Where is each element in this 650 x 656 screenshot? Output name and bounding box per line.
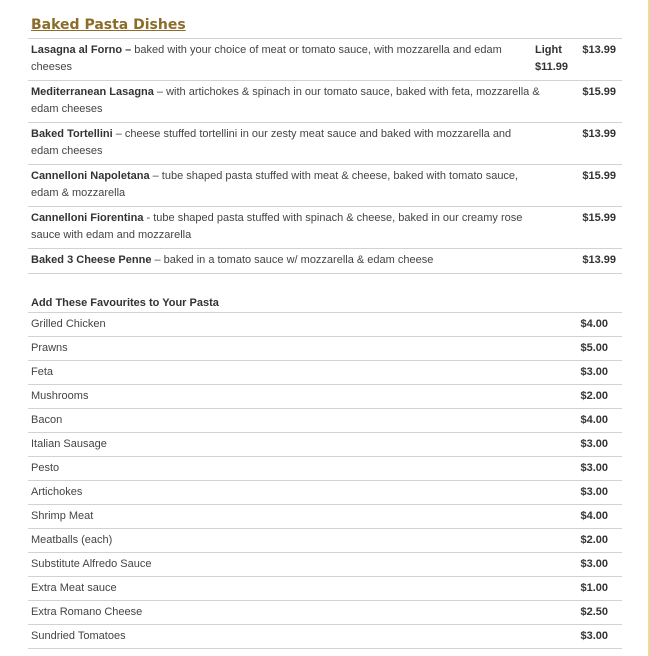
addon-price: $2.00 xyxy=(580,534,608,546)
addon-price: $4.00 xyxy=(580,318,608,330)
addon-row xyxy=(28,481,622,505)
addon-row xyxy=(28,577,622,601)
addon-name: Extra Romano Cheese xyxy=(31,606,143,618)
addon-row xyxy=(28,385,622,409)
dish-row xyxy=(28,207,622,249)
light-price: $11.99 xyxy=(535,61,569,73)
addon-name: Pesto xyxy=(31,462,60,474)
addon-price: $2.50 xyxy=(580,606,608,618)
addon-row xyxy=(28,553,622,577)
dish-text xyxy=(31,168,541,202)
addon-name: Extra Meat sauce xyxy=(31,582,117,594)
addon-row xyxy=(28,313,622,337)
addon-name: Sundried Tomatoes xyxy=(31,630,126,642)
dish-description: baked with your choice of meat or tomato sauce, with mozzarella and edam cheeses xyxy=(31,44,502,73)
addon-name: Italian Sausage xyxy=(31,438,107,450)
addon-row xyxy=(28,433,622,457)
addon-price: $3.00 xyxy=(580,366,608,378)
addon-name: Bacon xyxy=(31,414,63,426)
addon-price: $1.00 xyxy=(580,582,608,594)
addon-name: Artichokes xyxy=(31,486,83,498)
dish-text xyxy=(31,42,541,76)
dish-name: Baked 3 Cheese Penne xyxy=(31,254,152,266)
addon-row xyxy=(28,457,622,481)
addon-name: Feta xyxy=(31,366,54,378)
addon-name: Mushrooms xyxy=(31,390,89,402)
addon-price: $2.00 xyxy=(580,390,608,402)
addon-price: $4.00 xyxy=(580,510,608,522)
dish-description: – cheese stuffed tortellini in our zesty meat sauce and baked with mozzarella and edam cheeses xyxy=(31,128,512,157)
dish-row xyxy=(28,249,622,274)
menu-content xyxy=(28,14,622,649)
addon-price: $3.00 xyxy=(580,630,608,642)
dish-row xyxy=(28,39,622,81)
dish-price: $15.99 xyxy=(582,170,616,182)
addon-price: $5.00 xyxy=(580,342,608,354)
dish-price: $13.99 xyxy=(582,44,616,56)
dish-price: $15.99 xyxy=(582,212,616,224)
dish-name: Baked Tortellini xyxy=(31,128,113,140)
addon-price: $4.00 xyxy=(580,414,608,426)
dish-text xyxy=(31,126,541,160)
addon-row xyxy=(28,505,622,529)
addons-list xyxy=(28,313,622,649)
section-title: Baked Pasta Dishes xyxy=(31,17,186,33)
addon-name: Prawns xyxy=(31,342,68,354)
dish-row xyxy=(28,165,622,207)
addon-name: Shrimp Meat xyxy=(31,510,94,522)
dish-price: $13.99 xyxy=(582,128,616,140)
dish-text xyxy=(31,210,541,244)
addon-row xyxy=(28,625,622,649)
addon-price: $3.00 xyxy=(580,486,608,498)
dish-row xyxy=(28,81,622,123)
dish-name: Cannelloni Napoletana xyxy=(31,170,150,182)
addon-name: Substitute Alfredo Sauce xyxy=(31,558,152,570)
addon-row xyxy=(28,601,622,625)
dish-row xyxy=(28,123,622,165)
addon-name: Meatballs (each) xyxy=(31,534,113,546)
dish-name: Cannelloni Fiorentina xyxy=(31,212,144,224)
dish-description: - tube shaped pasta stuffed with spinach & cheese, baked in our creamy rose sauce with edam and mozzarella xyxy=(31,212,523,241)
dish-text xyxy=(31,252,541,269)
dish-price: $13.99 xyxy=(582,254,616,266)
addon-row xyxy=(28,337,622,361)
dish-description: – baked in a tomato sauce w/ mozzarella & edam cheese xyxy=(151,254,434,266)
addon-price: $3.00 xyxy=(580,462,608,474)
addons-title: Add These Favourites to Your Pasta xyxy=(28,294,622,313)
addon-row xyxy=(28,529,622,553)
dish-name: Mediterranean Lasagna xyxy=(31,86,154,98)
dish-text xyxy=(31,84,541,118)
dish-description: – tube shaped pasta stuffed with meat & cheese, baked with tomato sauce, edam & mozzarella xyxy=(31,170,519,199)
addon-name: Grilled Chicken xyxy=(31,318,106,330)
addon-price: $3.00 xyxy=(580,438,608,450)
addon-row xyxy=(28,361,622,385)
dish-name: Lasagna al Forno – xyxy=(31,44,132,56)
addon-row xyxy=(28,409,622,433)
dish-price: $15.99 xyxy=(582,86,616,98)
addon-price: $3.00 xyxy=(580,558,608,570)
light-option xyxy=(535,42,568,76)
light-label: Light xyxy=(535,44,562,56)
dish-description: – with artichokes & spinach in our tomato sauce, baked with feta, mozzarella & edam cheeses xyxy=(31,86,540,115)
